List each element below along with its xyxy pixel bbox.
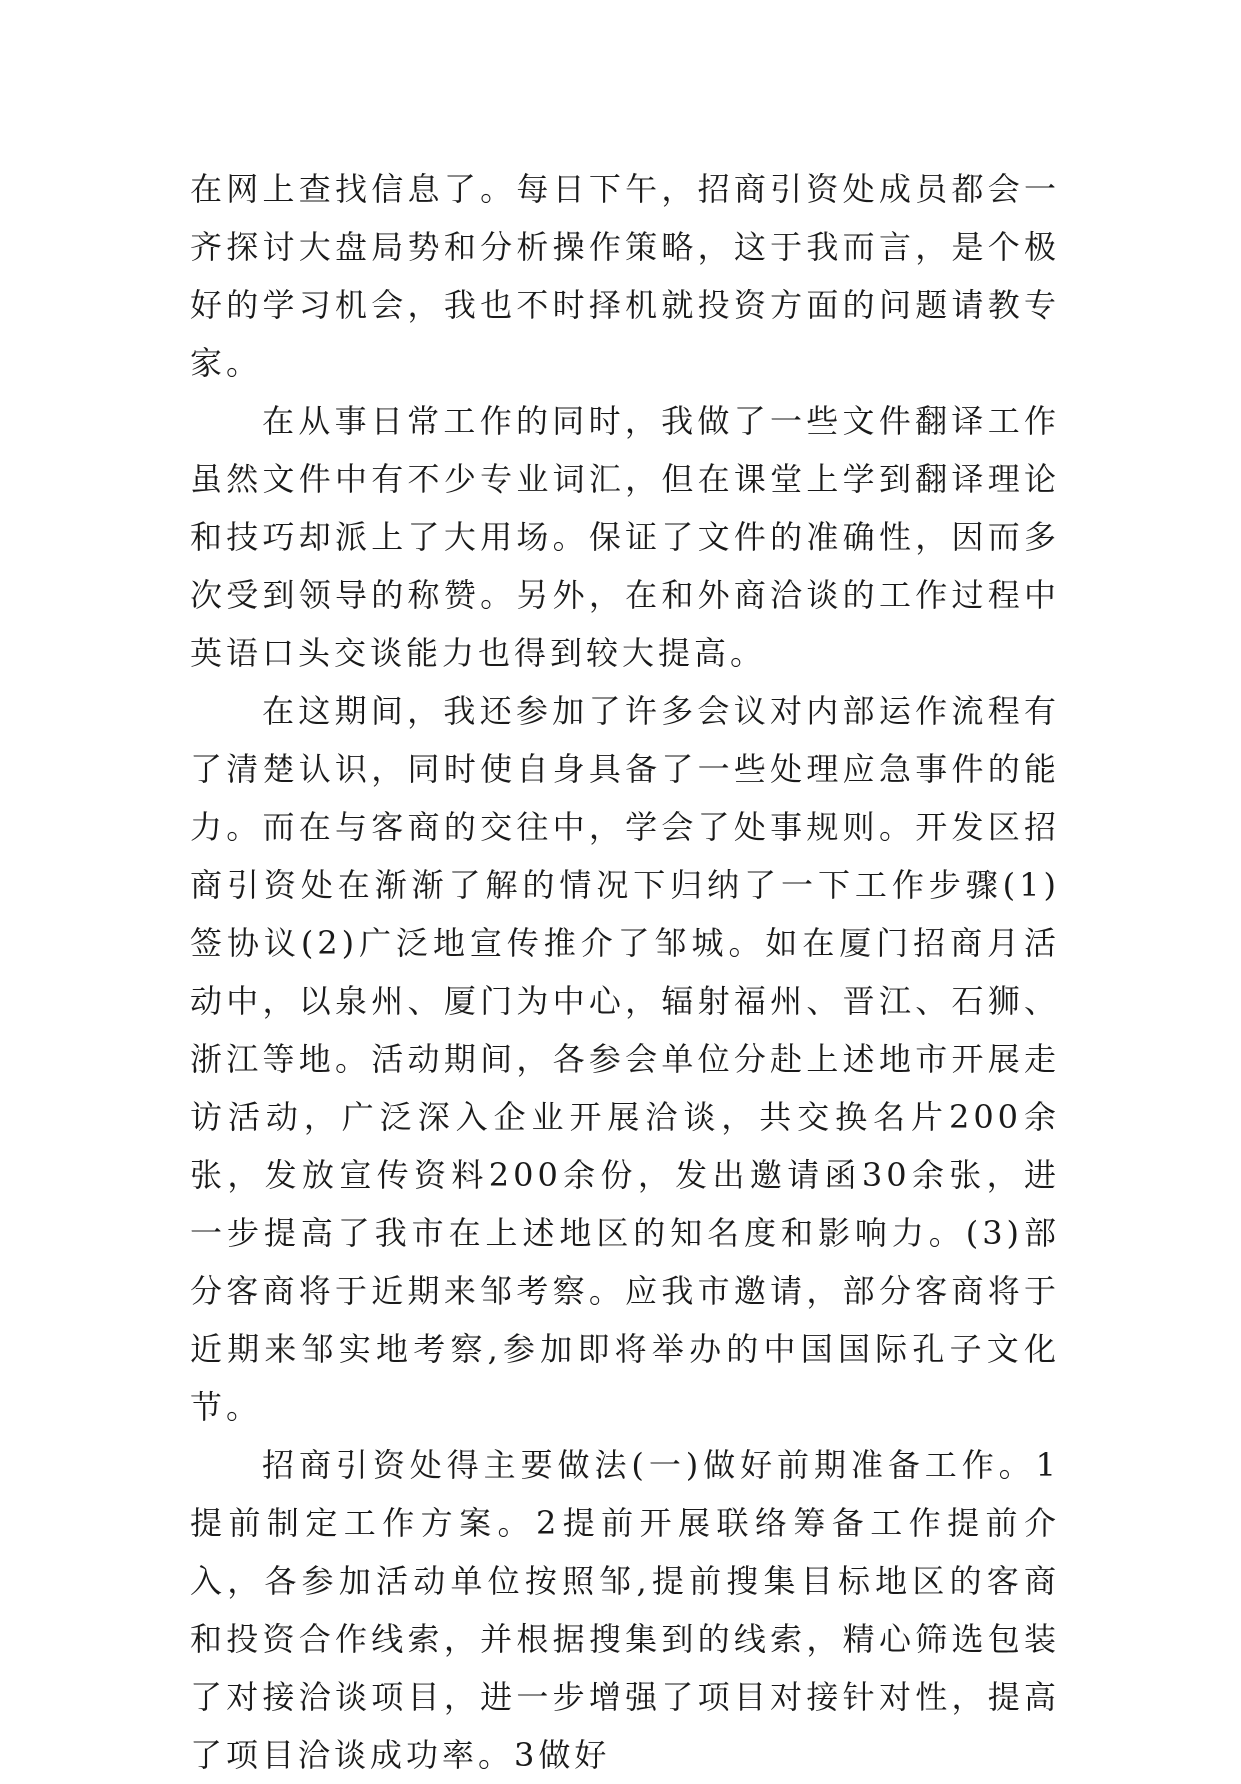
paragraph-4: 招商引资处得主要做法(一)做好前期准备工作。1提前制定工作方案。2提前开展联络筹备工作提前介入，各参加活动单位按照邹,提前搜集目标地区的客商和投资合作线索，并根据搜集到的线索，精心筛选包装了对接洽谈项目，进一步增强了项目对接针对性，提高了项目洽谈成功率。3做好 bbox=[190, 1446, 1060, 1774]
document-page bbox=[190, 160, 1060, 1784]
paragraph-3: 在这期间，我还参加了许多会议对内部运作流程有了清楚认识，同时使自身具备了一些处理应急事件的能力。而在与客商的交往中，学会了处事规则。开发区招商引资处在渐渐了解的情况下归纳了一下工作步骤(1)签协议(2)广泛地宣传推介了邹城。如在厦门招商月活动中，以泉州、厦门为中心，辐射福州、晋江、石狮、浙江等地。活动期间，各参会单位分赴上述地市开展走访活动，广泛深入企业开展洽谈，共交换名片200余张，发放宣传资料200余份，发出邀请函30余张，进一步提高了我市在上述地区的知名度和影响力。(3)部分客商将于近期来邹考察。应我市邀请，部分客商将于近期来邹实地考察,参加即将举办的中国国际孔子文化节。 bbox=[190, 692, 1060, 1426]
paragraph-1: 在网上查找信息了。每日下午，招商引资处成员都会一齐探讨大盘局势和分析操作策略，这于我而言，是个极好的学习机会，我也不时择机就投资方面的问题请教专家。 bbox=[190, 170, 1060, 382]
paragraph-2: 在从事日常工作的同时，我做了一些文件翻译工作虽然文件中有不少专业词汇，但在课堂上学到翻译理论和技巧却派上了大用场。保证了文件的准确性，因而多次受到领导的称赞。另外，在和外商洽谈的工作过程中英语口头交谈能力也得到较大提高。 bbox=[190, 402, 1060, 672]
